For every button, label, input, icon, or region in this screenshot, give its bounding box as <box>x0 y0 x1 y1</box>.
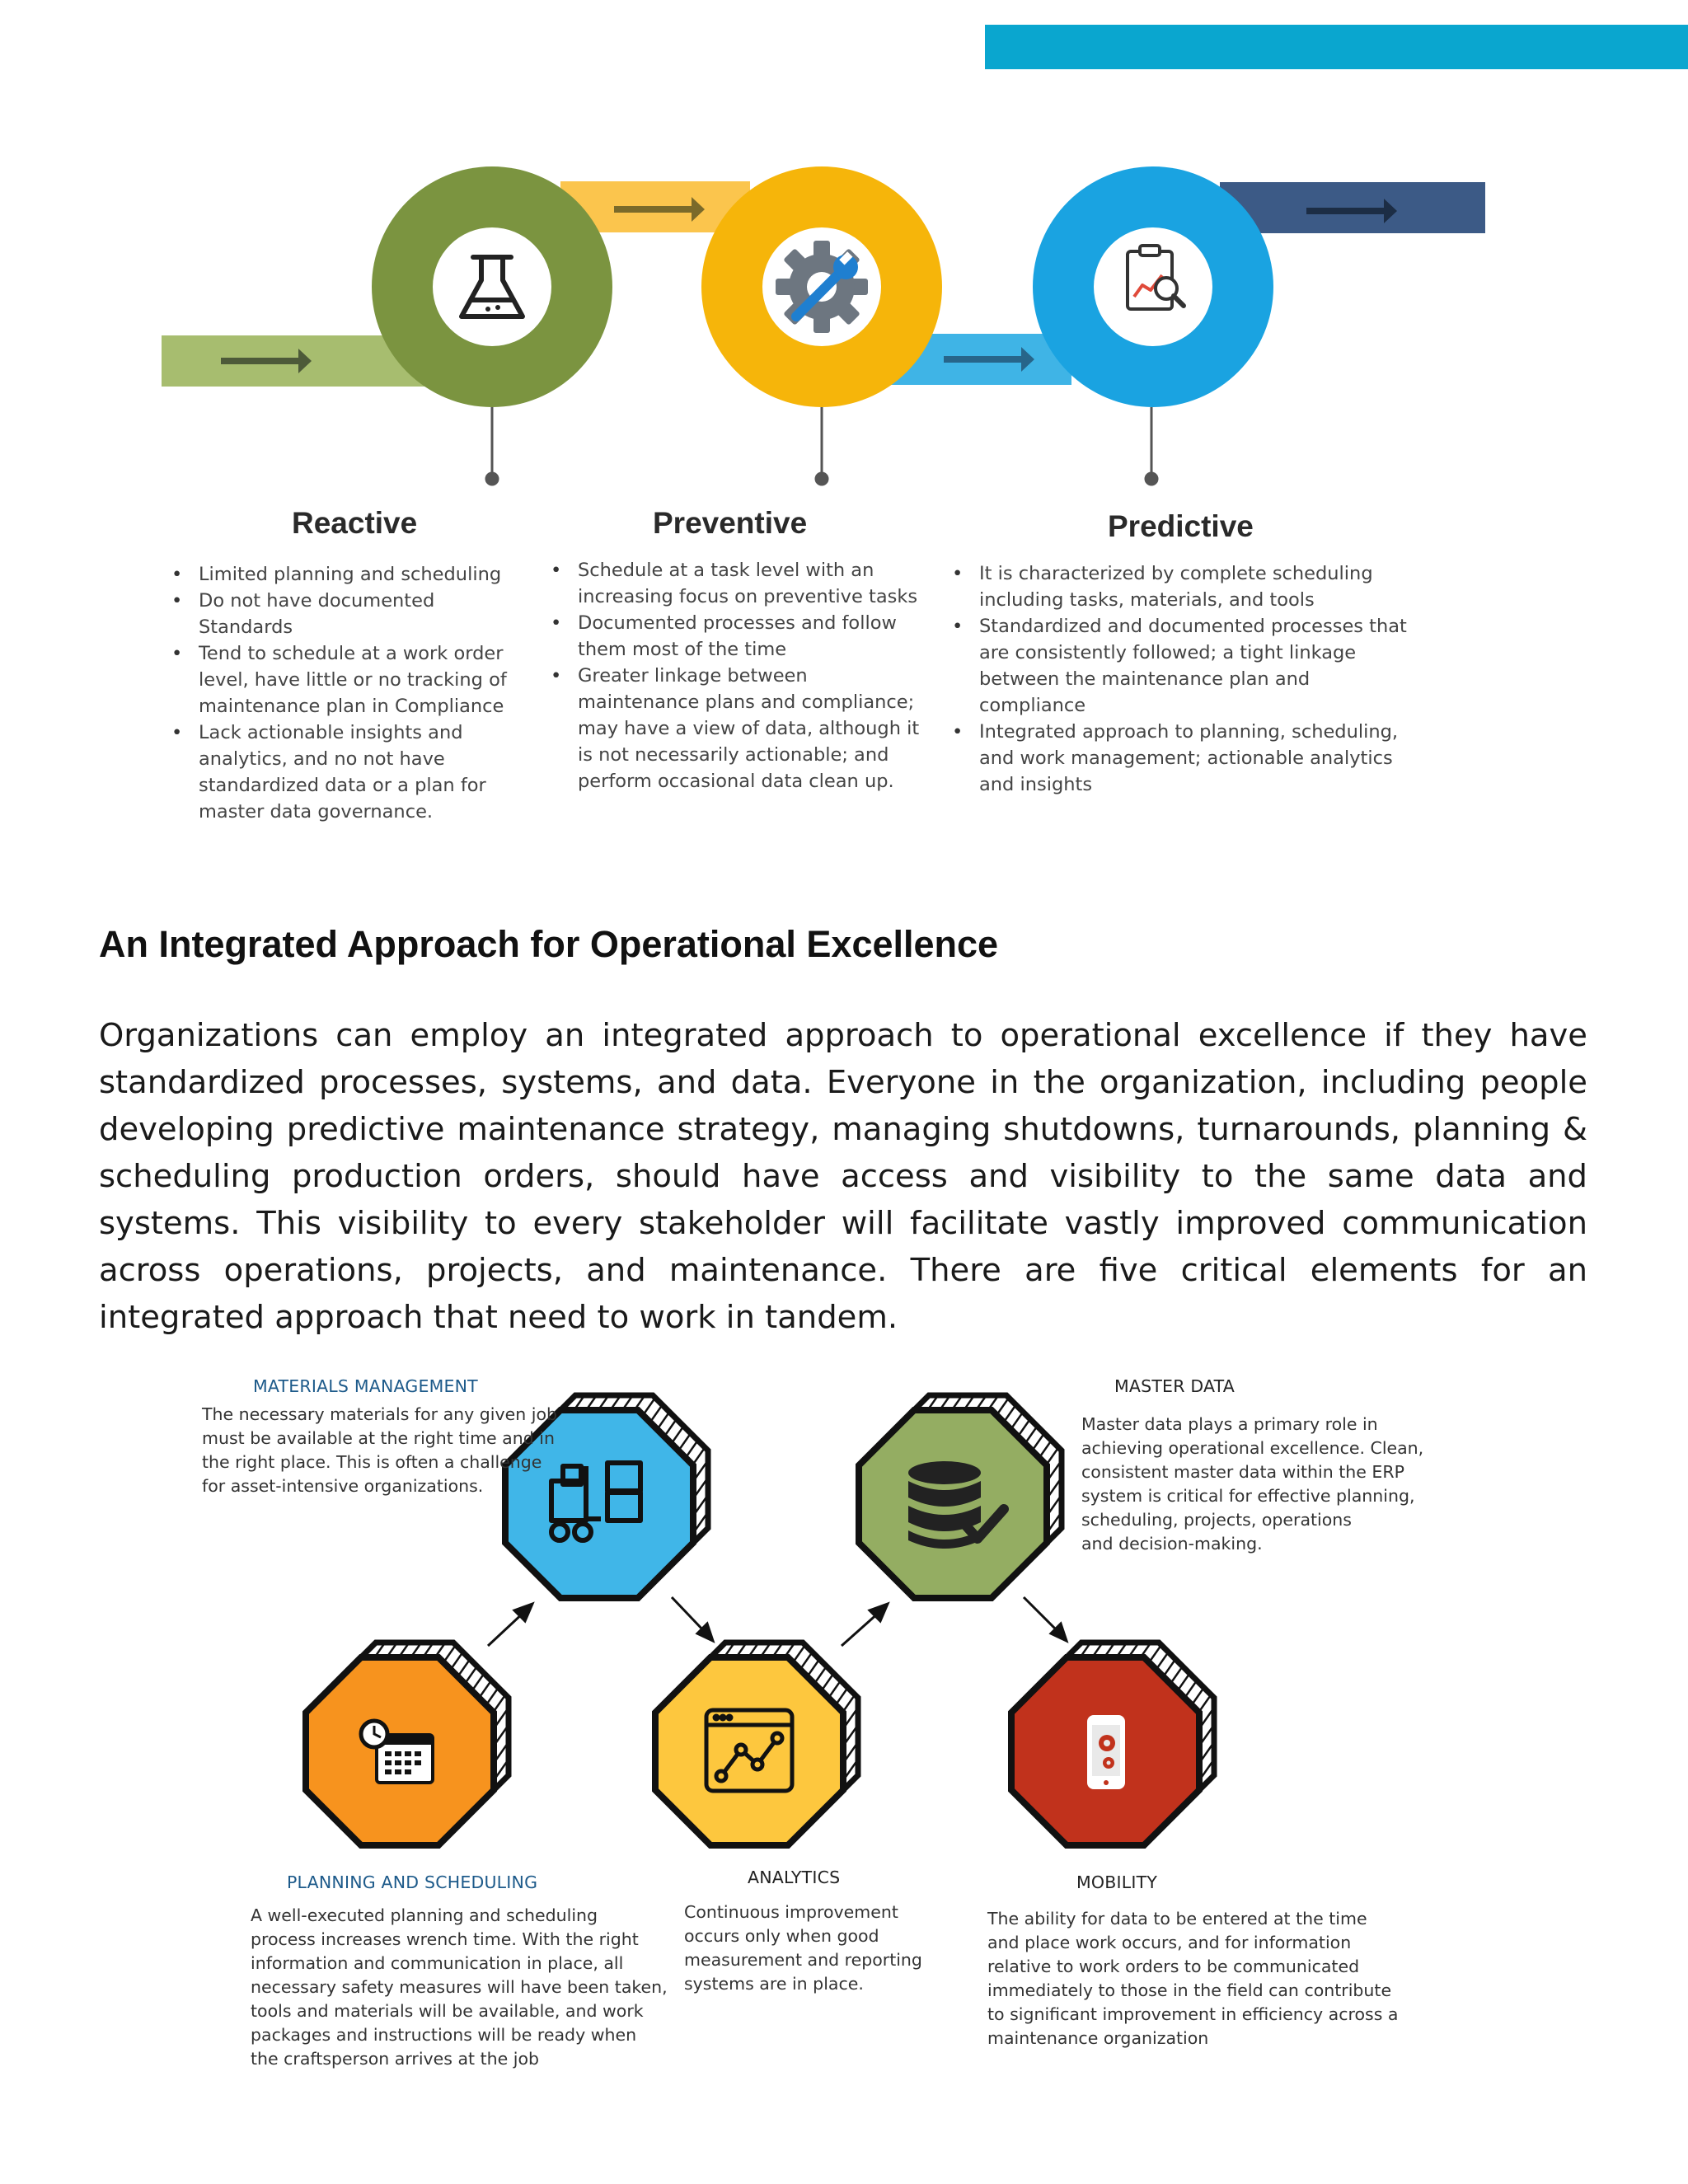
text-line: systems are in place. <box>684 1974 864 1994</box>
reactive-circle <box>372 166 612 407</box>
text-line: necessary safety measures will have been taken, <box>251 1977 668 1997</box>
list-item: • Documented processes and follow them most of the time <box>551 610 921 663</box>
text-line: Continuous improvement <box>684 1902 898 1922</box>
predictive-bullets <box>952 560 1422 798</box>
planning-description <box>251 1904 668 2071</box>
text-line: for asset-intensive organizations. <box>202 1476 484 1496</box>
text-line: and place work occurs, and for information <box>987 1933 1352 1952</box>
master-data-octagon <box>859 1395 1062 1598</box>
text-line: and decision-making. <box>1081 1534 1263 1554</box>
list-item: • Standardized and documented processes that are consistently followed; a tight linkage between the maintenance plan and compliance <box>952 613 1422 719</box>
preventive-circle <box>701 166 942 407</box>
mobility-title: MOBILITY <box>1076 1872 1158 1892</box>
text-line: the craftsperson arrives at the job <box>251 2049 540 2069</box>
text-line: process increases wrench time. With the right <box>251 1929 639 1949</box>
planning-title: PLANNING AND SCHEDULING <box>287 1872 538 1892</box>
gear-wrench-icon <box>776 241 868 333</box>
mobility-octagon <box>1011 1643 1214 1845</box>
list-item: • Lack actionable insights and analytics, and no not have standardized data or a plan for master data governance. <box>171 719 526 825</box>
analytics-octagon <box>655 1643 858 1845</box>
analytics-title: ANALYTICS <box>748 1868 841 1887</box>
text-line: relative to work orders to be communicated <box>987 1957 1360 1976</box>
list-item: • Tend to schedule at a work order level, have little or no tracking of maintenance plan in Compliance <box>171 640 526 719</box>
text-line: Master data plays a primary role in <box>1081 1414 1378 1434</box>
text-line: achieving operational excellence. Clean, <box>1081 1438 1424 1458</box>
text-line: tools and materials will be available, and work <box>251 2001 644 2021</box>
master-data-description <box>1081 1413 1423 1556</box>
maintenance-maturity-diagram <box>0 0 1688 832</box>
text-line: scheduling, projects, operations <box>1081 1510 1352 1530</box>
connector-arrows <box>488 1597 1067 1646</box>
list-item: • Integrated approach to planning, scheduling, and work management; actionable analytics and insights <box>952 719 1422 798</box>
five-elements-diagram <box>0 1352 1688 2176</box>
text-line: maintenance organization <box>987 2028 1209 2048</box>
text-line: The ability for data to be entered at the time <box>987 1909 1367 1929</box>
text-line: system is critical for effective planning, <box>1081 1486 1415 1506</box>
text-line: packages and instructions will be ready when <box>251 2025 637 2045</box>
planning-octagon <box>306 1643 509 1845</box>
section-title: An Integrated Approach for Operational Excellence <box>99 923 999 965</box>
materials-description <box>202 1403 557 1498</box>
text-line: measurement and reporting <box>684 1950 922 1970</box>
list-item: • Schedule at a task level with an increasing focus on preventive tasks <box>551 557 921 610</box>
materials-title: MATERIALS MANAGEMENT <box>253 1376 478 1396</box>
text-line: must be available at the right time and in <box>202 1428 555 1448</box>
list-item: • Do not have documented Standards <box>171 588 526 640</box>
analytics-description <box>684 1900 922 1996</box>
text-line: to significant improvement in efficiency across a <box>987 2004 1399 2024</box>
text-line: The necessary materials for any given job <box>202 1404 558 1424</box>
phone-gear-icon <box>1087 1715 1125 1789</box>
text-line: consistent master data within the ERP <box>1081 1462 1404 1482</box>
preventive-bullets <box>551 557 921 794</box>
master-data-title: MASTER DATA <box>1114 1376 1235 1396</box>
preventive-title: Preventive <box>653 506 808 540</box>
list-item: • Limited planning and scheduling <box>171 561 526 588</box>
text-line: immediately to those in the field can contribute <box>987 1980 1392 2000</box>
body-paragraph: Organizations can employ an integrated approach to operational excellence if they have standardized processes, systems, and data. Everyone in the organization, including people developing predictive maintenance strategy, managing shutdowns, turnarounds, planning & scheduling production orders, should have access and visibility to the same data and systems. This visibility to every stakeholder will facilitate vastly improved communication across operations, projects, and maintenance. There are five critical elements for an integrated approach that need to work in tandem. <box>99 1017 1587 1336</box>
list-item: • Greater linkage between maintenance plans and compliance; may have a view of data, although it is not necessarily actionable; and perform occasional data clean up. <box>551 663 921 794</box>
predictive-title: Predictive <box>1108 509 1254 543</box>
list-item: • It is characterized by complete scheduling including tasks, materials, and tools <box>952 560 1422 613</box>
reactive-title: Reactive <box>292 506 418 540</box>
text-line: information and communication in place, all <box>251 1953 624 1973</box>
reactive-bullets <box>171 561 526 825</box>
text-line: A well-executed planning and scheduling <box>251 1905 598 1925</box>
mobility-description <box>987 1907 1398 2050</box>
connector-pins <box>486 407 1157 485</box>
text-line: the right place. This is often a challenge <box>202 1452 542 1472</box>
maturity-graphic <box>0 0 1688 511</box>
text-line: occurs only when good <box>684 1926 879 1946</box>
predictive-circle <box>1033 166 1273 407</box>
